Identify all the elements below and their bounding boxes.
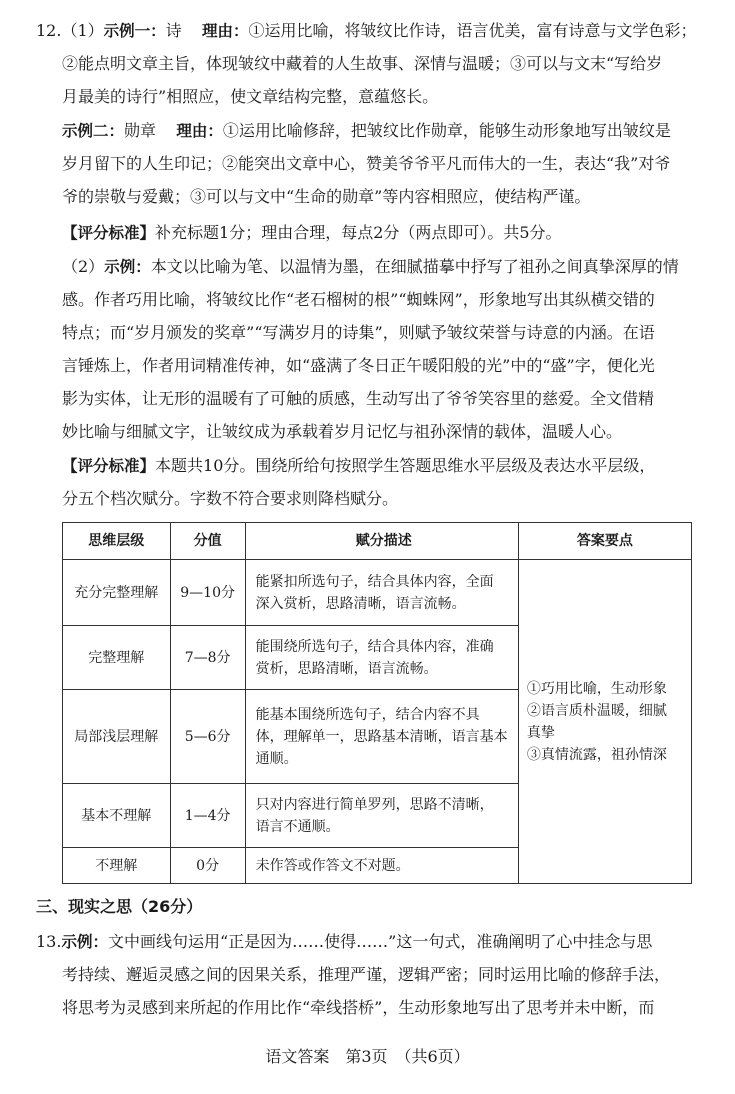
- section3-title: 三、现实之思（26分）: [36, 897, 203, 916]
- header-keypoints: 答案要点: [518, 523, 691, 560]
- q13-example-text: 文中画线句运用“正是因为……使得……”这一句式，准确阐明了心中挂念与思: [107, 932, 653, 951]
- q13-line3: 将思考为灵感到来所起的作用比作“牵线搭桥”，生动形象地写出了思考并未中断，而: [62, 998, 655, 1017]
- q12-p2-line2: 岁月留下的人生印记；②能突出文章中心，赞美爷爷平凡而伟大的一生，表达“我”对爷: [62, 154, 671, 173]
- desc-line: 未作答或作答文不对题。: [255, 857, 410, 874]
- q12-p3-line4: 言锤炼上，作者用词精准传神，如“盛满了冬日正午暖阳般的光”中的“盛”字，便化光: [62, 356, 655, 375]
- q12-p3-line3: 特点；而“岁月颁发的奖章”“写满岁月的诗集”，则赋予皱纹荣誉与诗意的内涵。在语: [62, 323, 655, 342]
- example1-reason-text: ①运用比喻，将皱纹比作诗，语言优美，富有诗意与文学色彩；: [248, 21, 697, 40]
- standard2-text: 本题共10分。围绕所给句按照学生答题思维水平层级及表达水平层级，: [155, 456, 656, 475]
- example1-word: 诗: [165, 21, 182, 40]
- row-description: [245, 784, 518, 848]
- row-score: 7—8分: [170, 626, 245, 690]
- q12-standard1: [62, 222, 562, 244]
- example2-label: 示例二：: [62, 122, 125, 140]
- keypoint-2: ②语言质朴温暖，细腻: [526, 702, 667, 719]
- q12-p3-line5: 影为实体，让无形的温暖有了可触的质感，生动写出了爷爷笑容里的慈爱。全文借精: [62, 389, 655, 408]
- keypoint-2-cont: 真挚: [526, 724, 555, 741]
- row-description: [245, 690, 518, 784]
- row-score: 9—10分: [170, 560, 245, 626]
- standard1-text: 补充标题1分；理由合理，每点2分（两点即可）。共5分。: [155, 223, 562, 242]
- desc-line: 深入赏析，思路清晰，语言流畅。: [255, 595, 466, 612]
- q12-p1-line2: ②能点明文章主旨，体现皱纹中藏着的人生故事、深情与温暖；③可以与文末“写给岁: [62, 54, 663, 73]
- table-header-row: [63, 523, 692, 560]
- q12-standard2-line1: [62, 455, 655, 477]
- desc-line: 体，理解单一，思路基本清晰，语言基本: [255, 728, 508, 745]
- row-level: 不理解: [63, 848, 171, 884]
- q12-standard2-line2: 分五个档次赋分。字数不符合要求则降档赋分。: [62, 489, 399, 508]
- header-level: 思维层级: [63, 523, 171, 560]
- desc-line: 通顺。: [255, 750, 298, 767]
- row-level: 基本不理解: [63, 784, 171, 848]
- q12-p2-line3: 爷的崇敬与爱戴；③可以与文中“生命的勋章”等内容相照应，使结构严谨。: [62, 187, 591, 206]
- scoring-table: [62, 522, 692, 884]
- row-score: 0分: [170, 848, 245, 884]
- desc-line: 能围绕所选句子，结合具体内容，准确: [255, 638, 494, 655]
- row-description: [245, 626, 518, 690]
- keypoint-3: ③真情流露，祖孙情深: [526, 746, 667, 763]
- desc-line: 能紧扣所选句子，结合具体内容，全面: [255, 573, 494, 590]
- desc-line: 赏析，思路清晰，语言流畅。: [255, 660, 438, 677]
- desc-line: 语言不通顺。: [255, 818, 340, 835]
- q13-line2: 考持续、邂逅灵感之间的因果关系，推理严谨，逻辑严密；同时运用比喻的修辞手法，: [62, 965, 671, 984]
- example2-reason-text: ①运用比喻修辞，把皱纹比作勋章，能够生动形象地写出皱纹是: [222, 121, 671, 140]
- q12-p3-line6: 妙比喻与细腻文字，让皱纹成为承载着岁月记忆与祖孙深情的载体，温暖人心。: [62, 422, 623, 441]
- standard1-label: 【评分标准】: [62, 224, 156, 242]
- example1-label: 示例一：: [103, 22, 166, 40]
- page-footer: 语文答案 第3页 （共6页）: [265, 1047, 470, 1066]
- q12-part2-number: （2）: [62, 257, 105, 276]
- q12-p2-line1: [62, 120, 671, 142]
- q12-p3-line2: 感。作者巧用比喻，将皱纹比作“老石榴树的根”“蜘蛛网”，形象地写出其纵横交错的: [62, 290, 655, 309]
- row-level: 局部浅层理解: [63, 690, 171, 784]
- example2-word: 勋章: [124, 121, 157, 140]
- desc-line: 只对内容进行简单罗列，思路不清晰，: [255, 796, 494, 813]
- q12-p1-line1: [36, 20, 697, 42]
- row-description: [245, 560, 518, 626]
- example1-reason-label: 理由：: [202, 22, 249, 40]
- row-level: 完整理解: [63, 626, 171, 690]
- q13-example-label: 示例：: [61, 933, 108, 951]
- header-description: 赋分描述: [245, 523, 518, 560]
- header-score: 分值: [170, 523, 245, 560]
- example-text: 本文以比喻为笔、以温情为墨，在细腻描摹中抒写了祖孙之间真挚深厚的情: [150, 257, 679, 276]
- desc-line: 能基本围绕所选句子，结合内容不具: [255, 706, 480, 723]
- row-level: 充分完整理解: [63, 560, 171, 626]
- keypoint-1: ①巧用比喻，生动形象: [526, 680, 667, 697]
- q12-p1-line3: 月最美的诗行”相照应，使文章结构完整，意蕴悠长。: [62, 87, 439, 106]
- q12-number: 12.（1）: [36, 21, 104, 40]
- row-score: 5—6分: [170, 690, 245, 784]
- example-label: 示例：: [104, 258, 151, 276]
- q13-line1: [36, 931, 652, 953]
- table-row: [63, 560, 692, 626]
- keypoints-cell: [518, 560, 691, 884]
- row-description: [245, 848, 518, 884]
- example2-reason-label: 理由：: [176, 122, 223, 140]
- row-score: 1—4分: [170, 784, 245, 848]
- standard2-label: 【评分标准】: [62, 457, 156, 475]
- q12-p3-line1: [62, 256, 679, 278]
- q13-number: 13.: [36, 932, 62, 951]
